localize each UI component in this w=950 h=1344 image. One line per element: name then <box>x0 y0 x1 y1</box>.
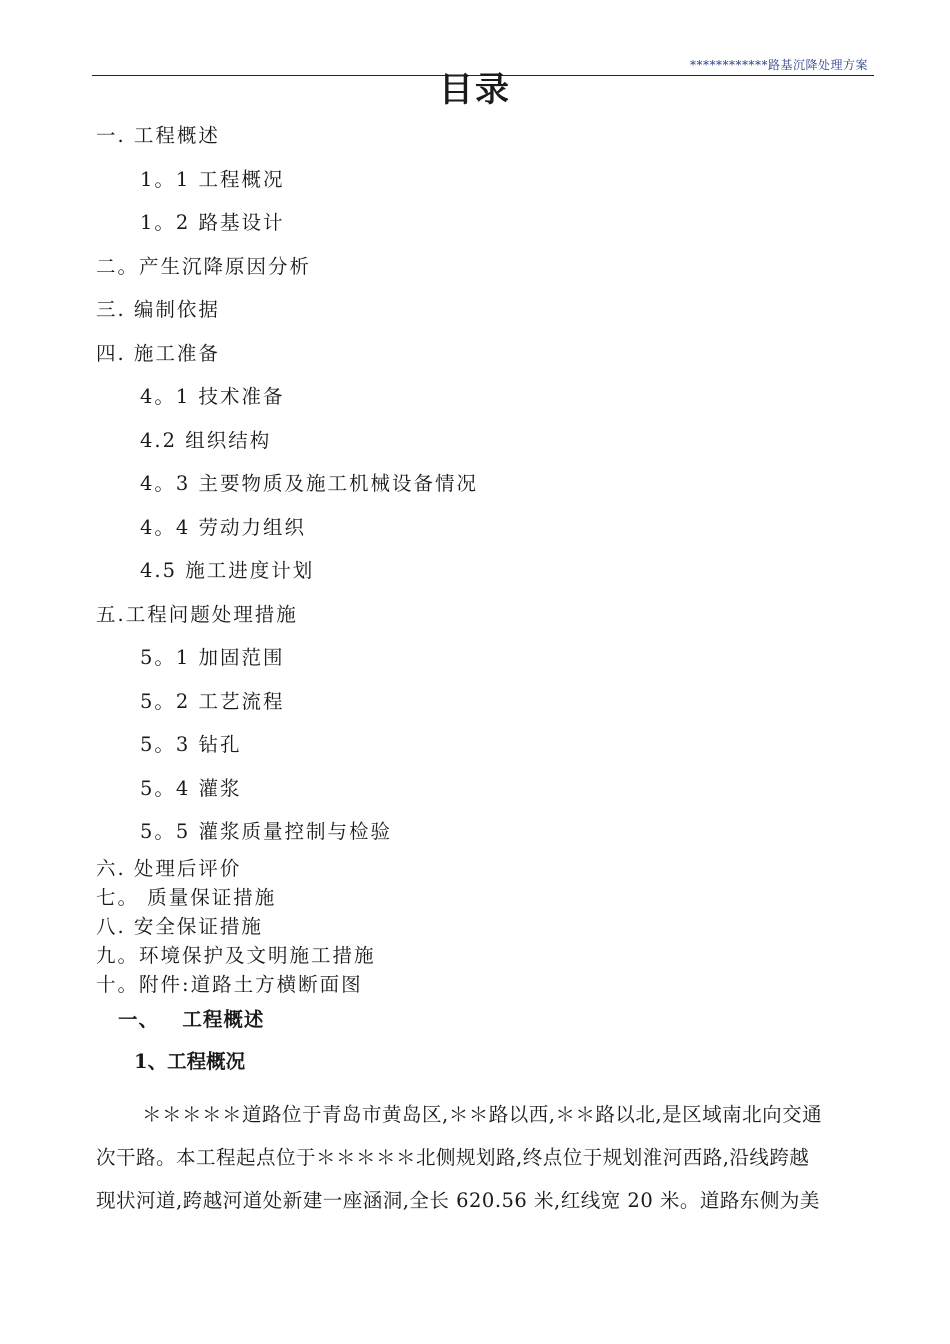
toc-item[interactable]: 十。附件:道路土方横断面图 <box>96 972 363 996</box>
toc-item[interactable]: 1。2 路基设计 <box>140 211 285 234</box>
toc-item[interactable]: 4。4 劳动力组织 <box>140 515 307 539</box>
paragraph-line: 现状河道,跨越河道处新建一座涵洞,全长 620.56 米,红线宽 20 米。道路东侧为美 <box>96 1189 820 1212</box>
toc-item[interactable]: 4.2 组织结构 <box>140 428 272 452</box>
subsection-heading: 1、工程概况 <box>134 1050 246 1073</box>
toc-item[interactable]: 5。4 灌浆 <box>140 776 242 800</box>
toc-item[interactable]: 1。1 工程概况 <box>140 167 285 191</box>
paragraph-line: 次干路。本工程起点位于＊＊＊＊＊北侧规划路,终点位于规划淮河西路,沿线跨越 <box>96 1146 810 1169</box>
running-header: ************路基沉降处理方案 <box>689 58 868 72</box>
toc-item[interactable]: 5。5 灌浆质量控制与检验 <box>140 820 393 843</box>
toc-item[interactable]: 八. 安全保证措施 <box>96 914 263 938</box>
paragraph-line: ＊＊＊＊＊道路位于青岛市黄岛区,＊＊路以西,＊＊路以北,是区域南北向交通 <box>142 1103 823 1126</box>
toc-item[interactable]: 5。3 钻孔 <box>140 733 242 756</box>
toc-item[interactable]: 三. 编制依据 <box>96 298 220 321</box>
toc-item[interactable]: 二。产生沉降原因分析 <box>96 254 312 278</box>
toc-item[interactable]: 四. 施工准备 <box>96 341 220 365</box>
body-paragraph <box>96 1093 906 1222</box>
toc-item[interactable]: 六. 处理后评价 <box>96 856 242 880</box>
toc-item[interactable]: 5。2 工艺流程 <box>140 689 285 713</box>
toc-item[interactable]: 4。1 技术准备 <box>140 385 285 408</box>
toc-item[interactable]: 4.5 施工进度计划 <box>140 559 315 582</box>
toc-item[interactable]: 九。环境保护及文明施工措施 <box>96 943 376 967</box>
toc-item[interactable]: 4。3 主要物质及施工机械设备情况 <box>140 472 479 495</box>
page-title: 目录 <box>439 70 511 110</box>
toc-item[interactable]: 5。1 加固范围 <box>140 646 285 669</box>
toc-item[interactable]: 五.工程问题处理措施 <box>96 602 298 626</box>
section-heading: 一、 工程概述 <box>118 1008 265 1031</box>
table-of-contents <box>96 114 478 999</box>
toc-item[interactable]: 七。 质量保证措施 <box>96 885 277 909</box>
toc-item[interactable]: 一. 工程概述 <box>96 124 220 147</box>
